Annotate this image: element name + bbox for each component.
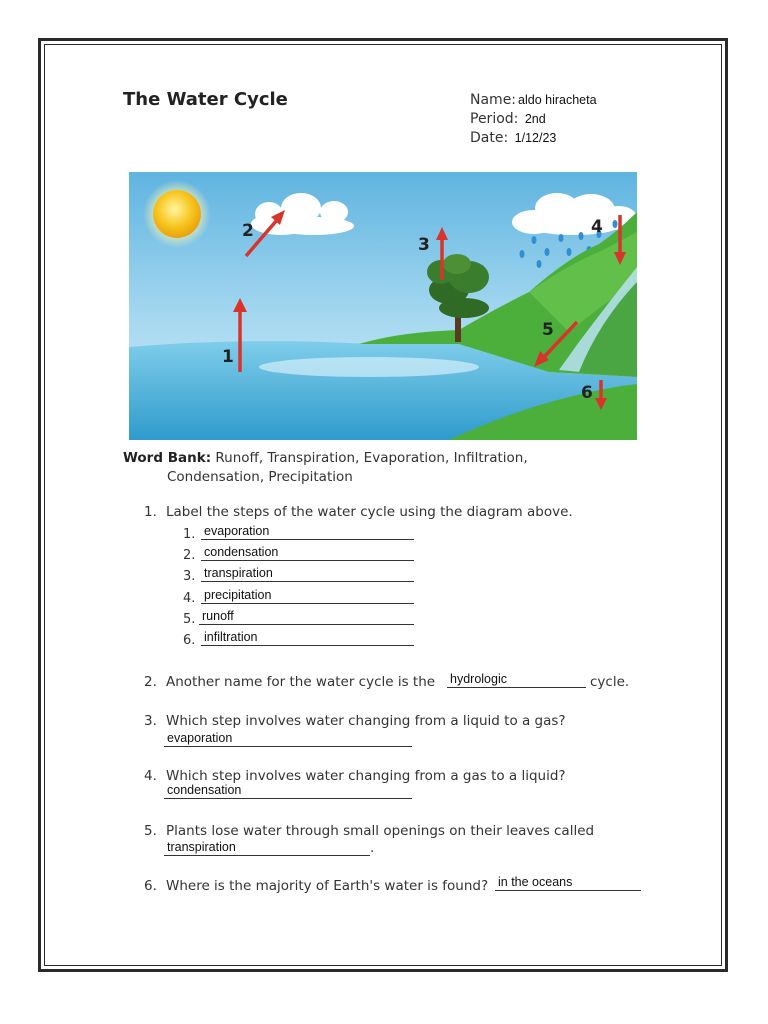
diagram-label-5: 5 bbox=[542, 320, 554, 340]
q1-number: 1. bbox=[144, 504, 157, 520]
q1-item-6-number: 6. bbox=[183, 633, 196, 648]
word-bank-line2: Condensation, Precipitation bbox=[167, 469, 353, 485]
q1-answer-6[interactable]: infiltration bbox=[201, 630, 414, 646]
name-row bbox=[470, 92, 597, 108]
q6-answer[interactable]: in the oceans bbox=[495, 875, 641, 891]
q4-text: Which step involves water changing from a gas to a liquid? bbox=[166, 768, 566, 784]
q1-text: Label the steps of the water cycle using the diagram above. bbox=[166, 504, 573, 520]
diagram-label-6: 6 bbox=[581, 383, 593, 403]
q5-suffix: . bbox=[370, 840, 375, 856]
q5-text: Plants lose water through small openings on their leaves called bbox=[166, 823, 595, 839]
q1-answer-3[interactable]: transpiration bbox=[201, 566, 414, 582]
date-row bbox=[470, 130, 556, 146]
period-row bbox=[470, 111, 546, 127]
q5-number: 5. bbox=[144, 823, 157, 839]
q1-item-4-number: 4. bbox=[183, 591, 196, 606]
name-label: Name: bbox=[470, 92, 517, 108]
diagram-label-3: 3 bbox=[418, 235, 430, 255]
q1-item-5-number: 5. bbox=[183, 612, 196, 627]
diagram-label-4: 4 bbox=[591, 217, 603, 237]
q1-item-1-number: 1. bbox=[183, 527, 196, 542]
date-label: Date: bbox=[470, 130, 509, 146]
word-bank bbox=[123, 449, 528, 487]
q1-answer-4[interactable]: precipitation bbox=[201, 588, 414, 604]
q1-item-2-number: 2. bbox=[183, 548, 196, 563]
diagram-label-2: 2 bbox=[242, 221, 254, 241]
q2-text: Another name for the water cycle is the bbox=[166, 674, 436, 690]
sun-icon bbox=[143, 180, 211, 248]
water-cycle-diagram bbox=[129, 172, 637, 440]
word-bank-line1: Runoff, Transpiration, Evaporation, Infiltration, bbox=[215, 450, 528, 466]
period-label: Period: bbox=[470, 111, 519, 127]
period-value: 2nd bbox=[524, 112, 546, 126]
q3-answer[interactable]: evaporation bbox=[164, 731, 412, 747]
q3-number: 3. bbox=[144, 713, 157, 729]
q1-item-3-number: 3. bbox=[183, 569, 196, 584]
q6-number: 6. bbox=[144, 878, 157, 894]
name-value: aldo hiracheta bbox=[518, 93, 597, 107]
q2-number: 2. bbox=[144, 674, 157, 690]
q2-answer[interactable]: hydrologic bbox=[447, 672, 586, 688]
q4-answer[interactable]: condensation bbox=[164, 783, 412, 799]
date-value: 1/12/23 bbox=[514, 131, 557, 145]
word-bank-label: Word Bank: bbox=[123, 450, 212, 466]
q1-answer-1[interactable]: evaporation bbox=[201, 524, 414, 540]
diagram-label-1: 1 bbox=[222, 347, 234, 367]
q1-answer-5[interactable]: runoff bbox=[199, 609, 414, 625]
q5-answer[interactable]: transpiration bbox=[164, 840, 370, 856]
q2-text-after: cycle. bbox=[590, 674, 630, 690]
worksheet-title: The Water Cycle bbox=[123, 89, 288, 110]
q4-number: 4. bbox=[144, 768, 157, 784]
q3-text: Which step involves water changing from a liquid to a gas? bbox=[166, 713, 566, 729]
q6-text: Where is the majority of Earth's water is found? bbox=[166, 878, 489, 894]
q1-answer-2[interactable]: condensation bbox=[201, 545, 414, 561]
